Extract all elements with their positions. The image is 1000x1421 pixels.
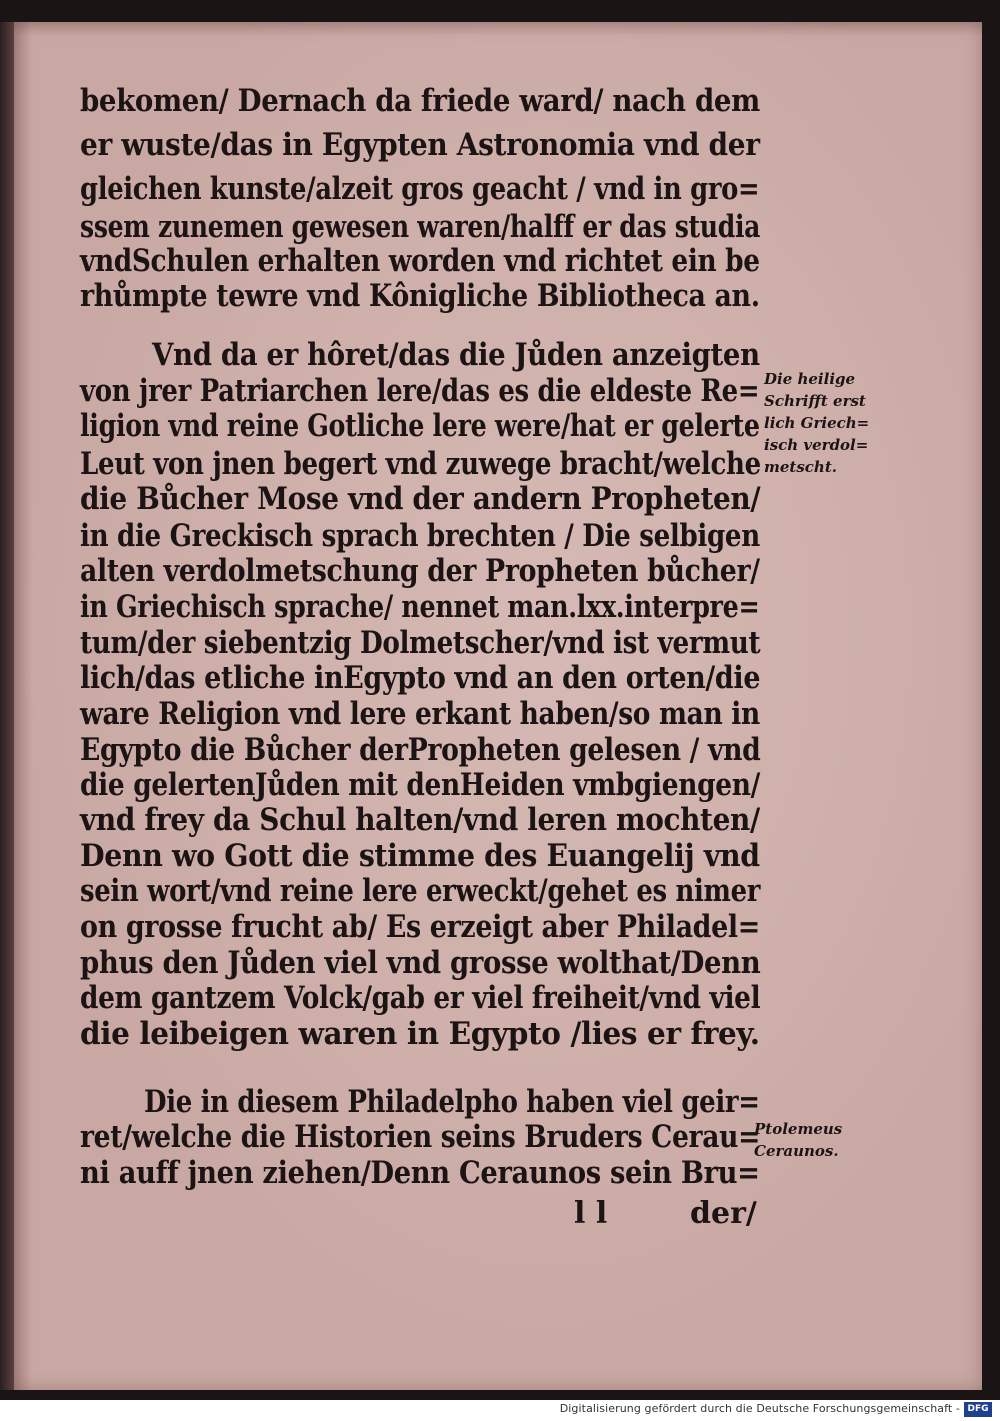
text-line: tum/der siebentzig Dolmetscher/vnd ist vermut [80, 625, 761, 661]
margin-note-line: Schrifft erst [764, 392, 866, 410]
page-edge [0, 22, 14, 1390]
text-line: die leibeigen waren in Egypto /lies er frey. [80, 1016, 760, 1052]
text-line: ware Religion vnd lere erkant haben/so man in [80, 696, 760, 732]
text-line: Leut von jnen begert vnd zuwege bracht/welche [80, 446, 761, 482]
text-line: Denn wo Gott die stimme des Euangelij vnd [80, 838, 760, 874]
margin-note-line: Die heilige [764, 370, 856, 388]
text-line: Vnd da er hôret/das die Jůden anzeigten [152, 337, 760, 373]
margin-note-line: Ptolemeus [754, 1120, 843, 1138]
text-line: in die Greckisch sprach brechten / Die selbigen [80, 518, 760, 554]
margin-note-line: lich Griech= [764, 414, 870, 432]
funding-notice: Digitalisierung gefördert durch die Deutsche Forschungsgemeinschaft - [559, 1402, 960, 1415]
text-line: ni auff jnen ziehen/Denn Ceraunos sein Bru= [80, 1155, 760, 1191]
text-line: in Griechisch sprache/ nennet man.lxx.interpre= [80, 589, 760, 625]
text-line: vndSchulen erhalten worden vnd richtet ein be [80, 243, 760, 279]
margin-note-ptolemeus [754, 1118, 842, 1162]
text-line: gleichen kunste/alzeit gros geacht / vnd in gro= [80, 171, 760, 207]
text-line: Egypto die Bůcher derPropheten gelesen / vnd [80, 732, 761, 768]
text-line: alten verdolmetschung der Propheten bůcher/ [80, 553, 760, 589]
text-line: die gelertenJůden mit denHeiden vmbgiengen/ [80, 767, 760, 803]
text-line: ssem zunemen gewesen waren/halff er das studia [80, 209, 761, 245]
margin-note-scripture [764, 368, 869, 478]
text-line: Die in diesem Philadelpho haben viel geir= [144, 1084, 760, 1120]
signature-mark: l l [574, 1196, 608, 1231]
margin-note-line: metscht. [764, 458, 837, 476]
dfg-logo-icon: DFG [964, 1402, 992, 1417]
text-line: rhůmpte tewre vnd Kônigliche Bibliotheca an. [80, 278, 760, 314]
margin-note-line: isch verdol= [764, 436, 869, 454]
text-line: dem gantzem Volck/gab er viel freiheit/vnd viel [80, 980, 761, 1016]
text-line: on grosse frucht ab/ Es erzeigt aber Philadel= [80, 909, 760, 945]
text-line: er wuste/das in Egypten Astronomia vnd der [80, 127, 760, 163]
text-line: die Bůcher Mose vnd der andern Propheten/ [80, 481, 761, 517]
text-line: bekomen/ Dernach da friede ward/ nach dem [80, 83, 760, 119]
text-line: ligion vnd reine Gotliche lere were/hat er gelerte [80, 408, 760, 444]
catchword: der/ [690, 1196, 757, 1231]
text-line: ret/welche die Historien seins Bruders Cerau= [80, 1119, 761, 1155]
text-line: von jrer Patriarchen lere/das es die eldeste Re= [80, 373, 760, 409]
text-line: phus den Jůden viel vnd grosse wolthat/Denn [80, 945, 761, 981]
margin-note-line: Ceraunos. [754, 1142, 839, 1160]
text-line: vnd frey da Schul halten/vnd leren mochten/ [80, 802, 760, 838]
text-line: lich/das etliche inEgypto vnd an den orten/die [80, 660, 761, 696]
text-line: sein wort/vnd reine lere erweckt/gehet es nimer [80, 873, 761, 909]
